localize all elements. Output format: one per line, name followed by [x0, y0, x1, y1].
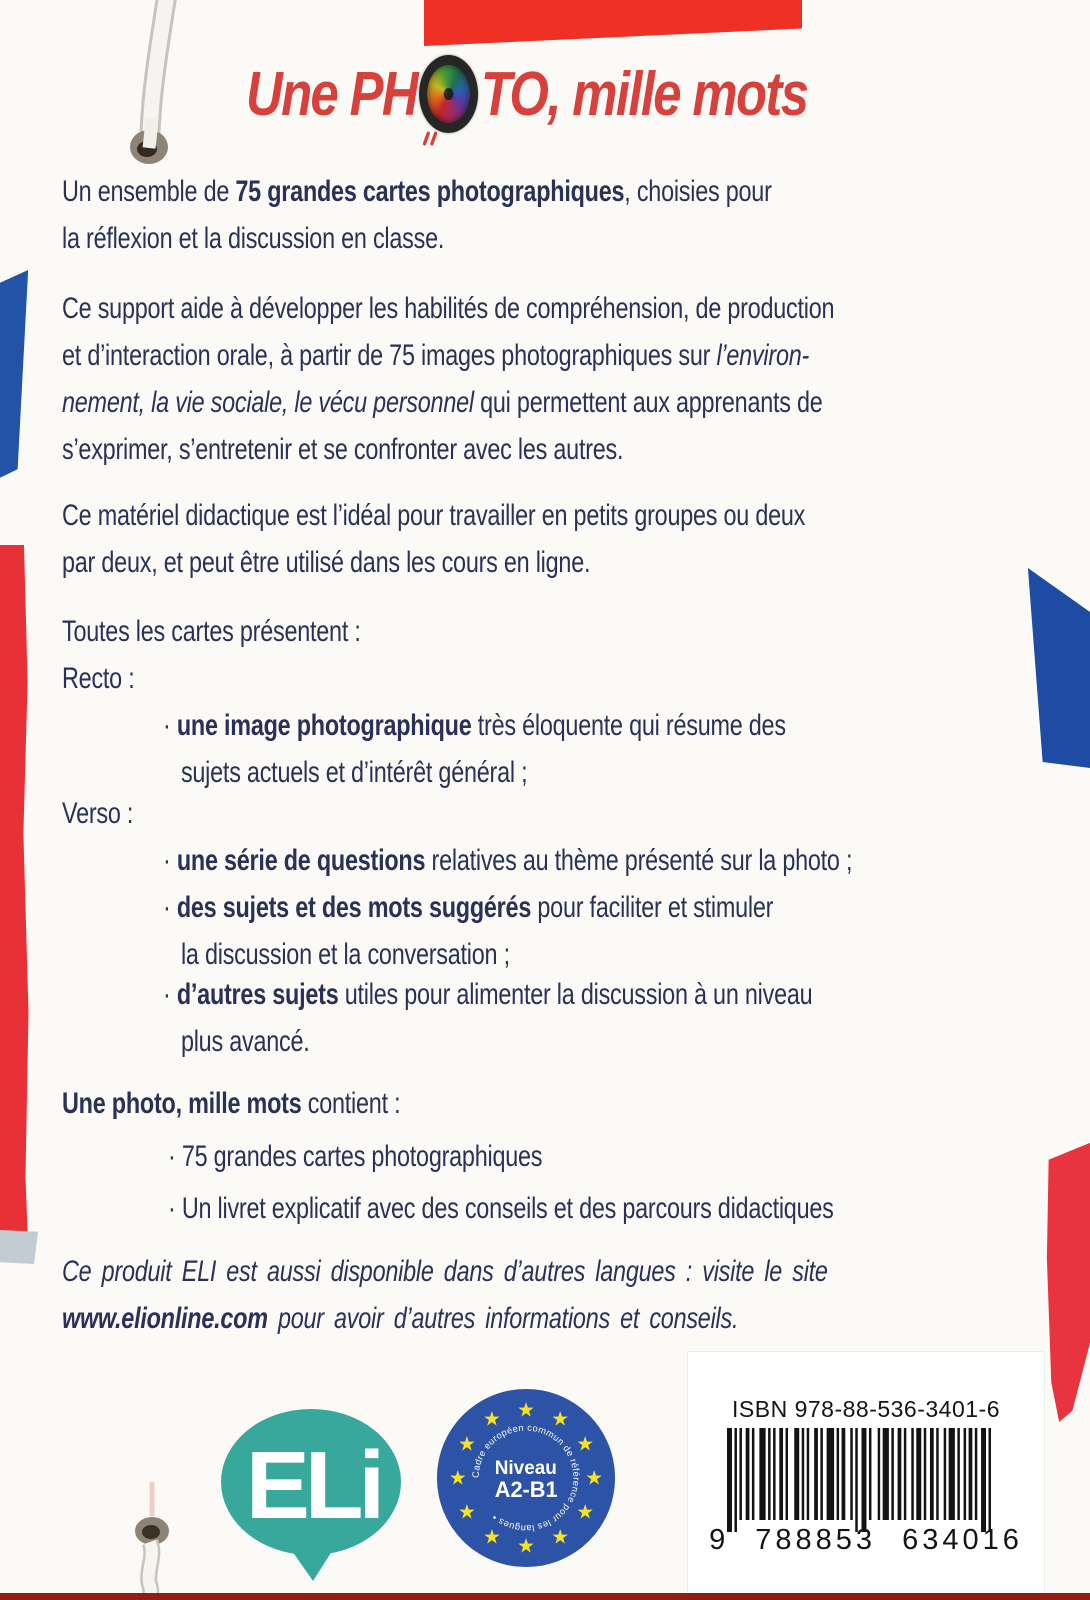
- verso-bullet-2: · des sujets et des mots suggérés pour faciliter et stimuler la discussion et la conversation ;: [163, 891, 774, 971]
- barcode-panel: [688, 1352, 1044, 1600]
- barcode-icon: [727, 1428, 991, 1532]
- contains-heading: Une photo, mille mots contient :: [62, 1087, 401, 1120]
- top-red-block: [424, 0, 802, 46]
- hanging-cord-top: [130, 0, 168, 164]
- bottom-edge-strip: [0, 1593, 1090, 1600]
- eu-star-icon: ★: [482, 1525, 501, 1549]
- recto-bullet: · une image photographique très éloquente qui résume des sujets actuels et d’intérêt général ;: [163, 709, 786, 789]
- badge-level-value: A2-B1: [494, 1476, 558, 1502]
- eli-publisher-logo: [220, 1408, 402, 1583]
- eu-star-icon: ★: [457, 1432, 476, 1456]
- verso-label: Verso :: [62, 797, 134, 830]
- right-red-shape: [1046, 1140, 1090, 1422]
- left-red-shape: [0, 545, 30, 1232]
- grommet-top: [130, 130, 168, 164]
- eu-star-icon: ★: [576, 1432, 595, 1456]
- availability-paragraph: Ce produit ELI est aussi disponible dans d’autres langues : visite le site www.elionline.com pour avoir d’autres informations et conseils.: [62, 1255, 828, 1335]
- badge-ring-text: Cadre européen commun de référence pour les langues •: [470, 1422, 582, 1534]
- eli-logo-letters: ELi: [245, 1432, 381, 1539]
- grommet-bottom: [135, 1517, 169, 1545]
- verso-bullet-3: · d’autres sujets utiles pour alimenter la discussion à un niveau plus avancé.: [163, 978, 813, 1058]
- left-blue-shape: [0, 270, 32, 482]
- recto-label: Recto :: [62, 662, 135, 695]
- intro-paragraph: Un ensemble de 75 grandes cartes photographiques, choisies pour la réflexion et la discussion en classe.: [62, 175, 772, 255]
- eu-star-icon: ★: [448, 1466, 467, 1490]
- left-edge-shadow: [0, 1230, 40, 1264]
- eu-star-icon: ★: [457, 1500, 476, 1524]
- isbn-text: ISBN 978-88-536-3401-6: [732, 1396, 1000, 1422]
- badge-level-label: Niveau: [494, 1458, 557, 1480]
- eu-star-icon: ★: [551, 1525, 570, 1549]
- eu-star-icon: ★: [482, 1407, 501, 1431]
- cards-heading: Toutes les cartes présentent :: [62, 615, 361, 648]
- eu-star-icon: ★: [551, 1407, 570, 1431]
- materiel-paragraph: Ce matériel didactique est l’idéal pour travailler en petits groupes ou deux par deux, et peut être utilisé dans les cours en ligne.: [62, 499, 806, 579]
- right-blue-shape: [1026, 568, 1090, 768]
- eu-star-icon: ★: [576, 1500, 595, 1524]
- title-text-post: TO, mille mots: [480, 59, 808, 129]
- eu-star-icon: ★: [585, 1466, 604, 1490]
- hanging-cord-bottom: [135, 1482, 169, 1600]
- product-title: [246, 48, 807, 140]
- support-paragraph: Ce support aide à développer les habilités de compréhension, de production et d’interaction orale, à partir de 75 images photographiques sur l’environ- nement, la vie sociale, le vécu personnel qui permettent aux apprenants de s’exprimer, s’entretenir et se confronter avec les autres.: [62, 292, 835, 466]
- contains-item-1: · 75 grandes cartes photographiques: [168, 1140, 543, 1173]
- camera-lens-icon: [419, 55, 478, 133]
- cefr-level-badge: [436, 1388, 616, 1568]
- eu-star-icon: ★: [517, 1398, 535, 1422]
- verso-bullet-1: · une série de questions relatives au thème présenté sur la photo ;: [163, 844, 853, 877]
- title-text-pre: Une PH: [246, 59, 417, 129]
- barcode-digits: 9 788853 634016: [709, 1524, 1023, 1556]
- eu-star-icon: ★: [517, 1534, 535, 1558]
- contains-item-2: · Un livret explicatif avec des conseils et des parcours didactiques: [168, 1192, 834, 1225]
- emphasis-ticks-icon: [423, 131, 439, 149]
